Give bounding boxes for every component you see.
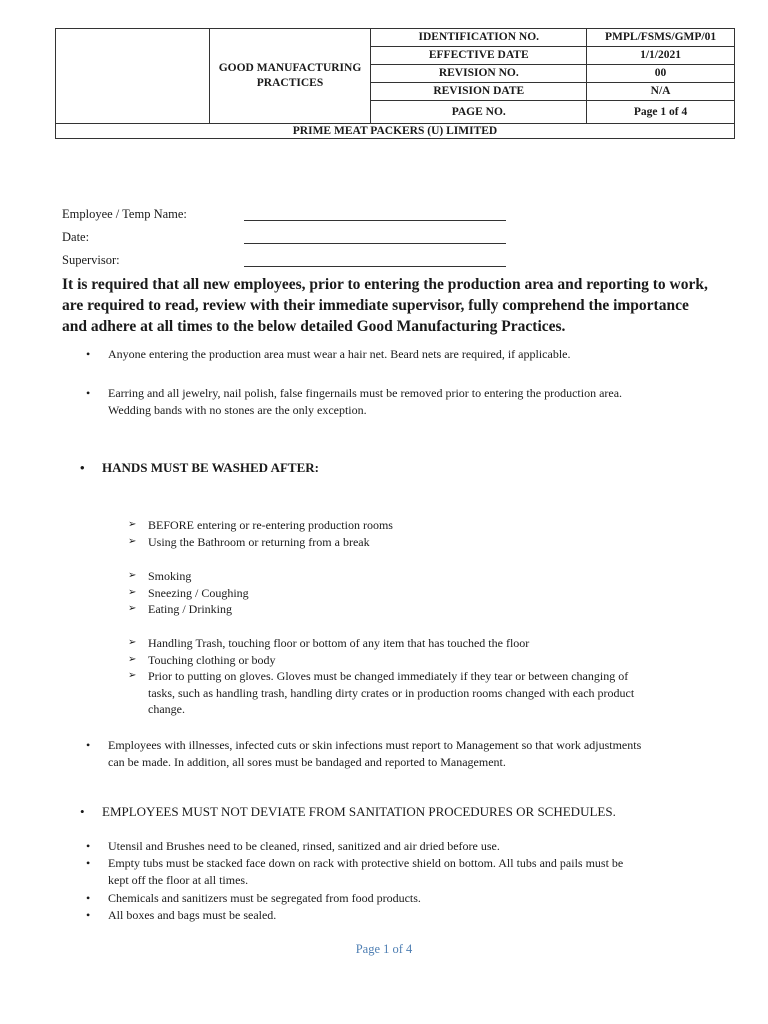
- document-header-table: [55, 28, 735, 139]
- date-line[interactable]: [244, 243, 506, 244]
- identification-label: IDENTIFICATION NO.: [371, 29, 587, 47]
- revision-no-label: REVISION NO.: [371, 65, 587, 83]
- date-label: Date:: [62, 230, 90, 244]
- employee-name-line[interactable]: [244, 220, 506, 221]
- bullet-icon: •: [86, 386, 91, 400]
- page-no-value: Page 1 of 4: [587, 101, 735, 124]
- document-title: [209, 29, 371, 124]
- bullet-icon: •: [80, 804, 85, 819]
- arrow-bullet-icon: ➢: [128, 637, 137, 648]
- page-no-label: PAGE NO.: [371, 101, 587, 124]
- effective-date-label: EFFECTIVE DATE: [371, 47, 587, 65]
- arrow-bullet-icon: ➢: [128, 603, 137, 614]
- bullet-icon: •: [86, 908, 91, 922]
- title-line-2: PRACTICES: [256, 77, 324, 89]
- title-line-1: GOOD MANUFACTURING: [218, 62, 362, 74]
- revision-no-value: 00: [587, 65, 735, 83]
- effective-date-value: 1/1/2021: [587, 47, 735, 65]
- logo-cell: [56, 29, 210, 124]
- supervisor-line[interactable]: [244, 266, 506, 267]
- supervisor-label: Supervisor:: [62, 253, 120, 267]
- bullet-icon: •: [86, 839, 91, 853]
- arrow-bullet-icon: ➢: [128, 654, 137, 665]
- arrow-bullet-icon: ➢: [128, 519, 137, 530]
- intro-paragraph: It is required that all new employees, prior to entering the production area and reporting to work, are required to read, review with their immediate supervisor, fully comprehend the importance and adhere at all times to the below detailed Good Manufacturing Practices.: [62, 276, 708, 335]
- page-footer: Page 1 of 4: [355, 942, 413, 956]
- arrow-bullet-icon: ➢: [128, 670, 137, 681]
- employee-name-label: Employee / Temp Name:: [62, 207, 187, 221]
- bullet-icon: •: [86, 891, 91, 905]
- bullet-icon: •: [86, 856, 91, 870]
- identification-value: PMPL/FSMS/GMP/01: [587, 29, 735, 47]
- bullet-icon: •: [80, 460, 85, 475]
- revision-date-label: REVISION DATE: [371, 83, 587, 101]
- company-name: PRIME MEAT PACKERS (U) LIMITED: [56, 124, 735, 139]
- revision-date-value: N/A: [587, 83, 735, 101]
- arrow-bullet-icon: ➢: [128, 570, 137, 581]
- arrow-bullet-icon: ➢: [128, 587, 137, 598]
- bullet-icon: •: [86, 347, 91, 361]
- arrow-bullet-icon: ➢: [128, 536, 137, 547]
- bullet-icon: •: [86, 738, 91, 752]
